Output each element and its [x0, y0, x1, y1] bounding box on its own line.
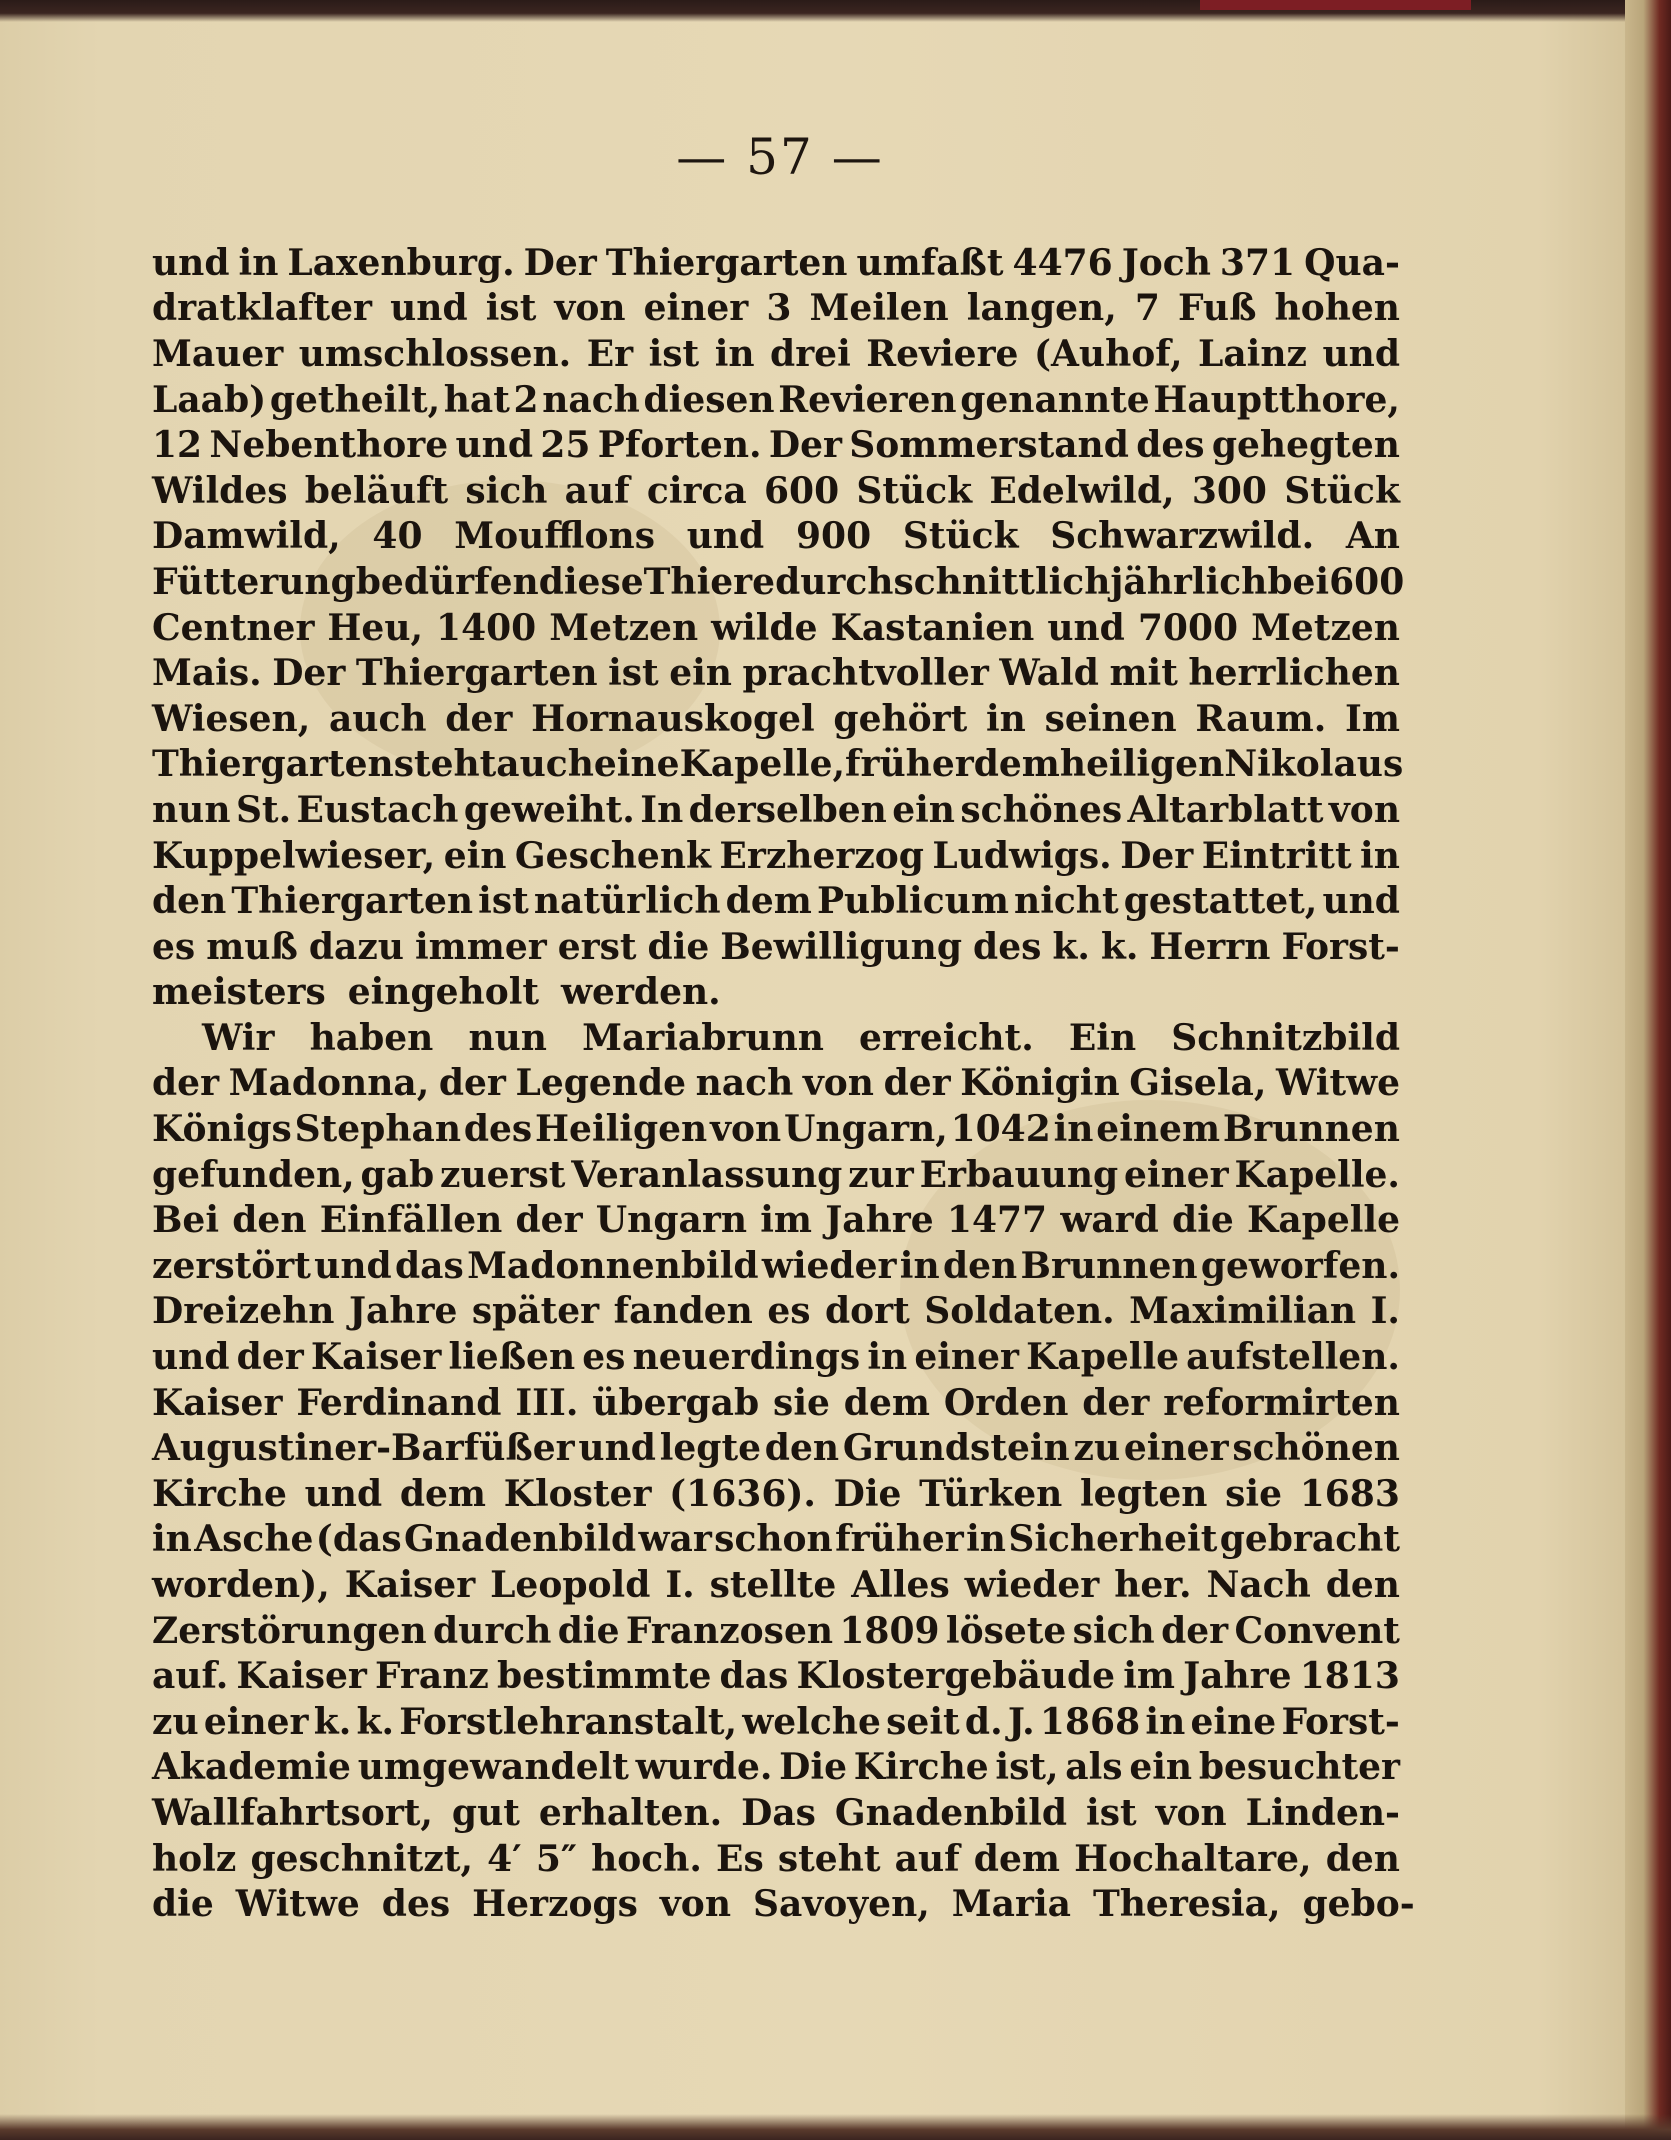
text-line: Wildes beläuft sich auf circa 600 Stück Edelwild, 300 Stück: [152, 469, 1400, 512]
text-line: die Witwe des Herzogs von Savoyen, Maria Theresia, gebo-: [152, 1883, 1415, 1926]
text-line: Fütterung bedürfen diese Thiere durchschnittlich jährlich bei 600: [152, 560, 1405, 603]
text-line: Wiesen, auch der Hornauskogel gehört in seinen Raum. Im: [152, 697, 1400, 740]
text-line: Dreizehn Jahre später fanden es dort Soldaten. Maximilian I.: [152, 1290, 1400, 1333]
text-line: dratklafter und ist von einer 3 Meilen langen, 7 Fuß hohen: [152, 287, 1400, 330]
book-spine-edge: [1625, 0, 1671, 2140]
text-line: Augustiner-Barfüßer und legte den Grundstein zu einer schönen: [152, 1427, 1400, 1470]
text-line: den Thiergarten ist natürlich dem Publicum nicht gestattet, und: [152, 880, 1400, 923]
text-line: Akademie umgewandelt wurde. Die Kirche ist, als ein besuchter: [152, 1746, 1400, 1789]
text-line: holz geschnitzt, 4′ 5″ hoch. Es steht auf dem Hochaltare, den: [152, 1837, 1400, 1880]
text-line: zu einer k. k. Forstlehranstalt, welche seit d. J. 1868 in eine Forst-: [152, 1700, 1400, 1743]
text-line: Wir haben nun Mariabrunn erreicht. Ein Schnitzbild: [202, 1016, 1400, 1059]
text-line: Mauer umschlossen. Er ist in drei Reviere (Auhof, Lainz und: [152, 332, 1400, 375]
text-line: meisters eingeholt werden.: [152, 971, 721, 1014]
body-text: [152, 240, 1415, 1927]
text-line: und der Kaiser ließen es neuerdings in einer Kapelle aufstellen.: [152, 1336, 1400, 1379]
text-line: Damwild, 40 Moufflons und 900 Stück Schwarzwild. An: [152, 515, 1400, 558]
text-line: Kirche und dem Kloster (1636). Die Türken legten sie 1683: [152, 1472, 1400, 1515]
text-line: es muß dazu immer erst die Bewilligung des k. k. Herrn Forst-: [152, 925, 1400, 968]
text-line: Kaiser Ferdinand III. übergab sie dem Orden der reformirten: [152, 1381, 1400, 1424]
text-line: Kuppelwieser, ein Geschenk Erzherzog Ludwigs. Der Eintritt in: [152, 834, 1400, 877]
text-line: nun St. Eustach geweiht. In derselben ein schönes Altarblatt von: [152, 788, 1400, 831]
text-line: Königs Stephan des Heiligen von Ungarn, 1042 in einem Brunnen: [152, 1108, 1400, 1151]
text-line: zerstört und das Madonnenbild wieder in den Brunnen geworfen.: [152, 1244, 1400, 1287]
text-line: in Asche (das Gnadenbild war schon früher in Sicherheit gebracht: [152, 1518, 1400, 1561]
text-line: Bei den Einfällen der Ungarn im Jahre 1477 ward die Kapelle: [152, 1199, 1400, 1242]
text-line: worden), Kaiser Leopold I. stellte Alles wieder her. Nach den: [152, 1564, 1400, 1607]
text-line: auf. Kaiser Franz bestimmte das Klostergebäude im Jahre 1813: [152, 1655, 1400, 1698]
text-line: und in Laxenburg. Der Thiergarten umfaßt 4476 Joch 371 Qua-: [152, 241, 1400, 284]
text-line: Laab) getheilt, hat 2 nach diesen Revieren genannte Hauptthore,: [152, 378, 1400, 421]
text-line: gefunden, gab zuerst Veranlassung zur Erbauung einer Kapelle.: [152, 1153, 1400, 1196]
text-line: Zerstörungen durch die Franzosen 1809 lösete sich der Convent: [152, 1609, 1400, 1652]
text-line: Wallfahrtsort, gut erhalten. Das Gnadenbild ist von Linden-: [152, 1791, 1400, 1834]
page-top-edge: [0, 0, 1671, 22]
page-bottom-edge: [0, 2114, 1671, 2140]
text-line: Mais. Der Thiergarten ist ein prachtvoller Wald mit herrlichen: [152, 652, 1400, 695]
text-line: Centner Heu, 1400 Metzen wilde Kastanien und 7000 Metzen: [152, 606, 1400, 649]
page-number: — 57 —: [676, 128, 884, 186]
text-line: Thiergarten steht auch eine Kapelle, früher dem heiligen Nikolaus: [152, 743, 1404, 786]
text-line: 12 Nebenthore und 25 Pforten. Der Sommerstand des gehegten: [152, 424, 1400, 467]
text-line: der Madonna, der Legende nach von der Königin Gisela, Witwe: [152, 1062, 1400, 1105]
